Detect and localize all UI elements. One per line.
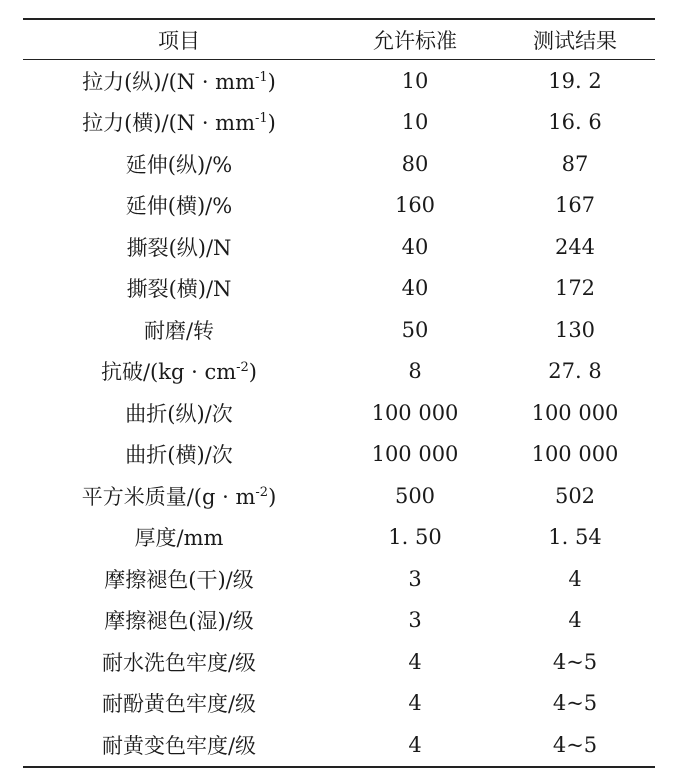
table-row (23, 102, 655, 144)
cell-standard: 50 (401, 317, 429, 342)
cell-standard: 4 (408, 649, 422, 674)
cell-standard: 4 (408, 691, 422, 716)
item-label-tail: ) (248, 360, 257, 385)
cell-item (23, 475, 335, 517)
cell-item (23, 143, 335, 185)
item-unit-exponent: -2 (236, 360, 249, 376)
table-row (23, 392, 655, 434)
cell-result: 16. 6 (548, 110, 602, 135)
cell-result: 87 (561, 151, 589, 176)
cell-item (23, 351, 335, 393)
cell-item (23, 724, 335, 767)
cell-item (23, 558, 335, 600)
cell-item (23, 268, 335, 310)
cell-standard: 10 (401, 110, 429, 135)
item-unit-exponent: -1 (255, 111, 268, 127)
cell-result: 4 (568, 566, 582, 591)
cell-standard: 100 000 (371, 400, 459, 425)
table-row (23, 309, 655, 351)
item-label: 延伸(横)/% (125, 194, 233, 219)
item-unit-exponent: -1 (255, 69, 268, 85)
cell-result: 100 000 (531, 442, 619, 467)
cell-item (23, 683, 335, 725)
item-label: 平方米质量/(g · m (81, 484, 256, 509)
cell-result: 4~5 (552, 649, 598, 674)
cell-standard: 10 (401, 68, 429, 93)
cell-standard: 1. 50 (388, 525, 442, 550)
cell-result: 167 (554, 193, 596, 218)
item-label-tail: ) (267, 111, 276, 136)
cell-item (23, 226, 335, 268)
table-row (23, 434, 655, 476)
item-label: 摩擦褪色(湿)/级 (104, 609, 254, 634)
cell-standard: 4 (408, 732, 422, 757)
cell-item (23, 60, 335, 102)
cell-item (23, 102, 335, 144)
test-results-table (23, 18, 655, 768)
cell-result: 27. 8 (548, 359, 602, 384)
item-label: 拉力(横)/(N · mm (82, 111, 255, 136)
item-label: 耐磨/转 (143, 318, 215, 343)
table-row (23, 351, 655, 393)
header-item: 项目 (158, 28, 200, 53)
table-row (23, 517, 655, 559)
header-result: 测试结果 (533, 28, 617, 53)
cell-standard: 3 (408, 608, 422, 633)
cell-standard: 160 (394, 193, 436, 218)
table-row (23, 475, 655, 517)
item-label: 撕裂(纵)/N (126, 235, 232, 260)
item-label: 抗破/(kg · cm (100, 360, 237, 385)
table-row (23, 143, 655, 185)
item-label: 摩擦褪色(干)/级 (104, 567, 254, 592)
item-label: 耐酚黄色牢度/级 (101, 692, 257, 717)
item-label: 拉力(纵)/(N · mm (82, 69, 255, 94)
cell-item (23, 517, 335, 559)
cell-result: 100 000 (531, 400, 619, 425)
cell-result: 4~5 (552, 732, 598, 757)
item-label: 延伸(纵)/% (125, 152, 233, 177)
item-unit-exponent: -2 (255, 484, 269, 500)
table-row (23, 558, 655, 600)
table-row (23, 226, 655, 268)
item-label: 耐黄变色牢度/级 (101, 733, 257, 758)
item-label: 厚度/mm (134, 526, 224, 551)
cell-item (23, 641, 335, 683)
header-standard: 允许标准 (373, 28, 457, 53)
cell-result: 172 (554, 276, 596, 301)
item-label: 撕裂(横)/N (126, 277, 232, 302)
cell-result: 19. 2 (548, 68, 602, 93)
cell-standard: 8 (408, 359, 422, 384)
table-header-row (23, 19, 655, 60)
cell-standard: 80 (401, 151, 429, 176)
cell-result: 4 (568, 608, 582, 633)
table-row (23, 185, 655, 227)
cell-standard: 40 (401, 234, 429, 259)
table-row (23, 600, 655, 642)
cell-standard: 3 (408, 566, 422, 591)
cell-standard: 500 (394, 483, 436, 508)
cell-item (23, 309, 335, 351)
cell-item (23, 185, 335, 227)
table-row (23, 641, 655, 683)
cell-standard: 40 (401, 276, 429, 301)
item-label: 耐水洗色牢度/级 (101, 650, 257, 675)
item-label: 曲折(横)/次 (125, 443, 233, 468)
cell-result: 4~5 (552, 691, 598, 716)
data-table-container (23, 18, 655, 768)
cell-item (23, 392, 335, 434)
cell-item (23, 434, 335, 476)
item-label-tail: ) (268, 484, 277, 509)
item-label-tail: ) (267, 69, 276, 94)
item-label: 曲折(纵)/次 (125, 401, 233, 426)
table-row (23, 268, 655, 310)
table-row (23, 60, 655, 102)
cell-standard: 100 000 (371, 442, 459, 467)
cell-result: 502 (554, 483, 596, 508)
cell-result: 244 (554, 234, 596, 259)
table-row (23, 683, 655, 725)
cell-item (23, 600, 335, 642)
table-row (23, 724, 655, 767)
cell-result: 130 (554, 317, 596, 342)
cell-result: 1. 54 (548, 525, 602, 550)
